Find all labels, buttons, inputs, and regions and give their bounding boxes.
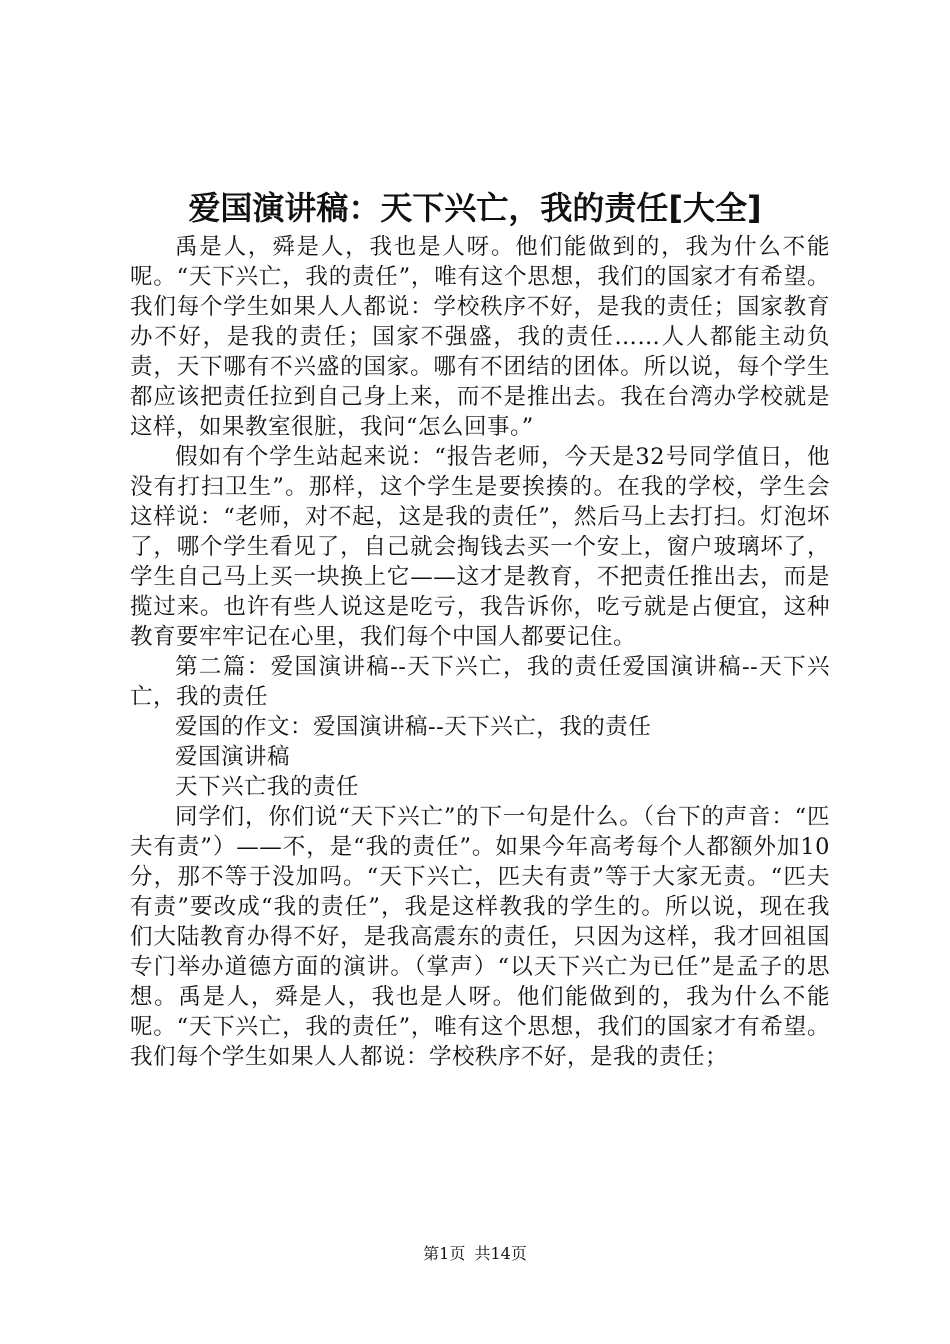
paragraph: 天下兴亡我的责任	[175, 774, 360, 800]
page-footer	[0, 1242, 950, 1266]
paragraph: 爱国的作文：爱国演讲稿--天下兴亡，我的责任	[175, 714, 652, 740]
paragraph: 假如有个学生站起来说：“报告老师，今天是32号同学值日，他没有打扫卫生”。那样，这个学生是要挨揍的。在我的学校，学生会这样说：“老师，对不起，这是我的责任”，然后马上去打扫。灯泡坏了，哪个学生看见了，自己就会掏钱去买一个安上，窗户玻璃坏了，学生自己马上买一块换上它——这才是教育，不把责任推出去，而是揽过来。也许有些人说这是吃亏，我告诉你，吃亏就是占便宜，这种教育要牢牢记在心里，我们每个中国人都要记住。	[130, 444, 830, 650]
document-body	[130, 232, 830, 1072]
page-total: 共14页	[474, 1244, 527, 1263]
document-title: 爱国演讲稿：天下兴亡，我的责任[大全]	[188, 189, 762, 227]
paragraph: 第二篇：爱国演讲稿--天下兴亡，我的责任爱国演讲稿--天下兴亡，我的责任	[130, 654, 830, 710]
paragraph: 同学们，你们说“天下兴亡”的下一句是什么。（台下的声音：“匹夫有责”）——不，是“我的责任”。如果今年高考每个人都额外加10分，那不等于没加吗。“天下兴亡，匹夫有责”等于大家无责。“匹夫有责”要改成“我的责任”，我是这样教我的学生的。所以说，现在我们大陆教育办得不好，是我高震东的责任，只因为这样，我才回祖国专门举办道德方面的演讲。（掌声）“以天下兴亡为已任”是孟子的思想。禹是人，舜是人，我也是人呀。他们能做到的，我为什么不能呢。“天下兴亡，我的责任”，唯有这个思想，我们的国家才有希望。我们每个学生如果人人都说：学校秩序不好，是我的责任；	[130, 804, 830, 1070]
paragraph: 禹是人，舜是人，我也是人呀。他们能做到的，我为什么不能呢。“天下兴亡，我的责任”，唯有这个思想，我们的国家才有希望。我们每个学生如果人人都说：学校秩序不好，是我的责任；国家教育办不好，是我的责任；国家不强盛，我的责任……人人都能主动负责，天下哪有不兴盛的国家。哪有不团结的团体。所以说，每个学生都应该把责任拉到自己身上来，而不是推出去。我在台湾办学校就是这样，如果教室很脏，我问“怎么回事。”	[130, 234, 830, 440]
paragraph: 爱国演讲稿	[175, 744, 291, 770]
page-number: 第1页	[423, 1244, 466, 1263]
